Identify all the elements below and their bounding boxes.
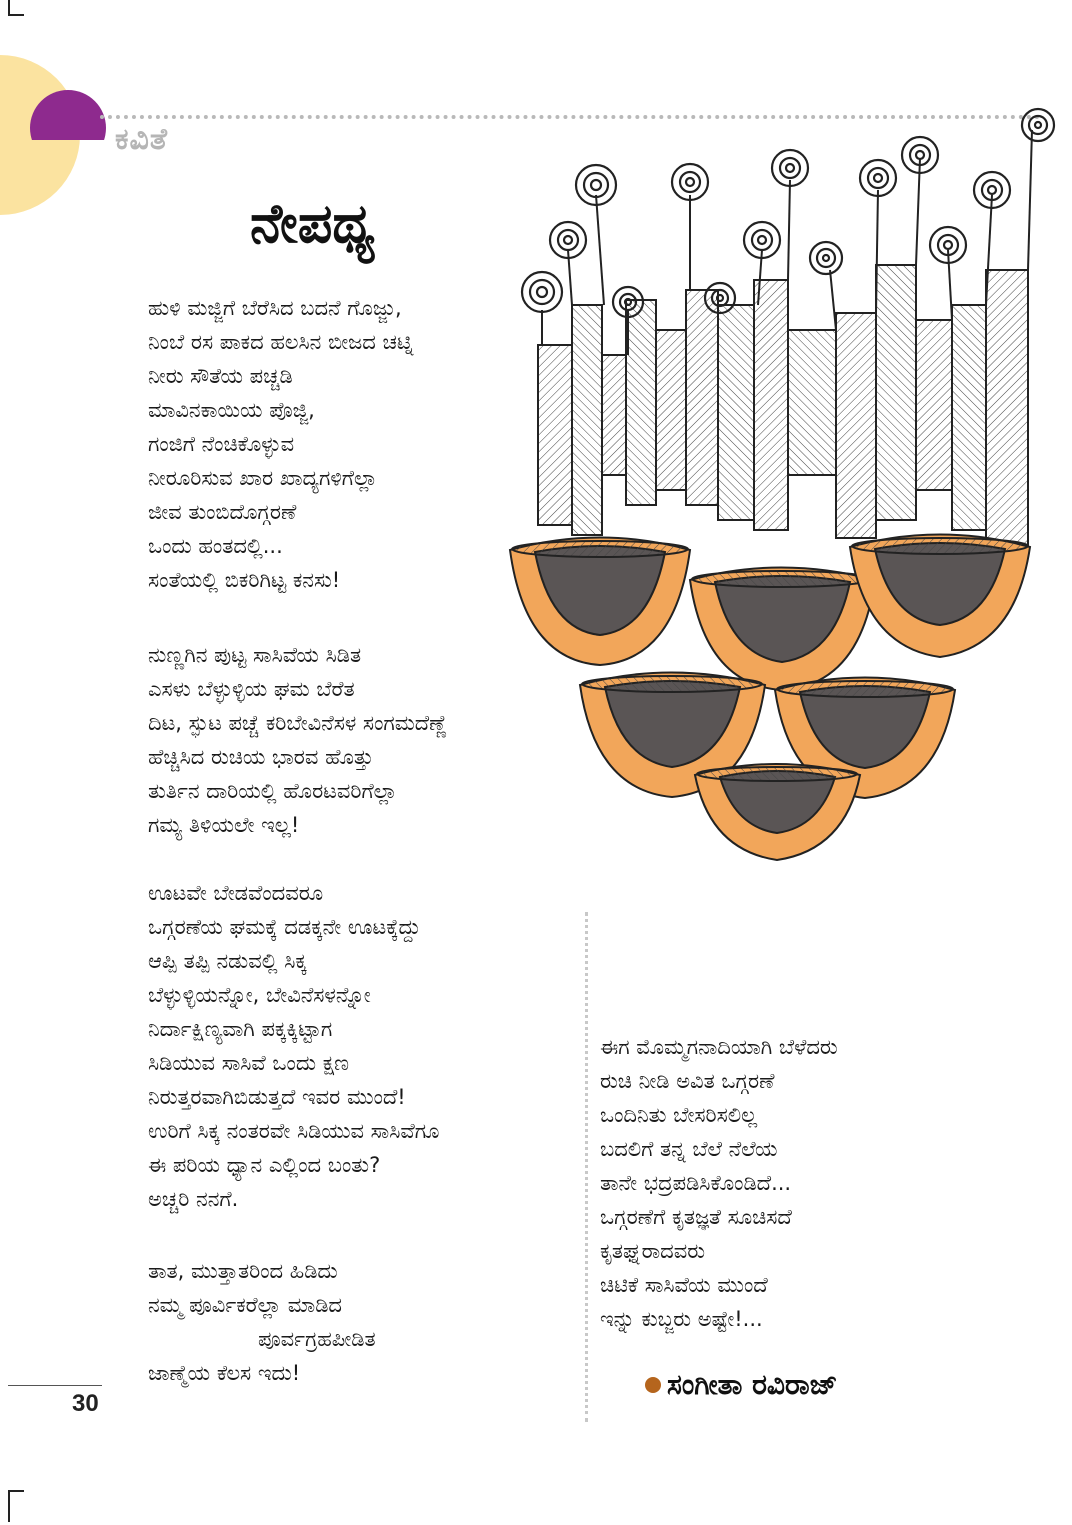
page-number: 30	[72, 1390, 99, 1417]
column-divider	[585, 912, 588, 1422]
poem-line: ತುರ್ತಿನ ದಾರಿಯಲ್ಲಿ ಹೊರಟವರಿಗೆಲ್ಲಾ	[148, 779, 398, 803]
page-number-rule	[8, 1385, 102, 1386]
poem-line: ಇನ್ನು ಕುಬ್ಜರು ಅಷ್ಟೇ!...	[600, 1307, 763, 1331]
poem-line: ನಿರುತ್ತರವಾಗಿಬಿಡುತ್ತದೆ ಇವರ ಮುಂದೆ!	[148, 1085, 406, 1109]
poem-line: ಗಂಜಿಗೆ ನೆಂಚಿಕೊಳ್ಳುವ	[148, 432, 295, 456]
poem-line: ನಮ್ಮ ಪೂರ್ವಿಕರೆಲ್ಲಾ ಮಾಡಿದ	[148, 1293, 342, 1317]
poem-line: ಉರಿಗೆ ಸಿಕ್ಕ ನಂತರವೇ ಸಿಡಿಯುವ ಸಾಸಿವೆಗೂ	[148, 1119, 440, 1143]
poem-line: ಬೆಳ್ಳುಳ್ಳಿಯನ್ನೋ, ಬೇವಿನೆಸಳನ್ನೋ	[148, 983, 371, 1007]
poem-line: ಊಟವೇ ಬೇಡವೆಂದವರೂ	[148, 881, 324, 905]
poem-line: ಗಮ್ಯ ತಿಳಿಯಲೇ ಇಲ್ಲ!	[148, 813, 300, 837]
poem-line: ರುಚಿ ನೀಡಿ ಅವಿತ ಒಗ್ಗರಣೆ	[600, 1069, 775, 1093]
poem-line: ನುಣ್ಣಗಿನ ಪುಟ್ಟ ಸಾಸಿವೆಯ ಸಿಡಿತ	[148, 643, 362, 667]
poem-line: ನಿರ್ದಾಕ್ಷಿಣ್ಯವಾಗಿ ಪಕ್ಕಕ್ಕಿಟ್ಟಾಗ	[148, 1017, 333, 1041]
poem-line: ಚಿಟಿಕೆ ಸಾಸಿವೆಯ ಮುಂದೆ	[600, 1273, 768, 1297]
poem-line: ಸಂತೆಯಲ್ಲಿ ಬಿಕರಿಗಿಟ್ಟ ಕನಸು!	[148, 568, 341, 592]
crop-mark-top	[8, 0, 24, 16]
poem-line: ತಾನೇ ಭದ್ರಪಡಿಸಿಕೊಂಡಿದೆ...	[600, 1171, 792, 1195]
poem-line: ಜೀವ ತುಂಬಿದೊಗ್ಗರಣೆ	[148, 500, 297, 524]
poem-line: ಅಚ್ಚರಿ ನನಗೆ.	[148, 1187, 239, 1211]
poem-line: ನೀರೂರಿಸುವ ಖಾರ ಖಾದ್ಯಗಳಿಗೆಲ್ಲಾ	[148, 466, 378, 490]
poem-line: ತಾತ, ಮುತ್ತಾತರಿಂದ ಹಿಡಿದು	[148, 1259, 338, 1283]
section-label: ಕವಿತೆ	[115, 122, 168, 157]
poem-line: ಒಗ್ಗರಣೆಗೆ ಕೃತಜ್ಞತೆ ಸೂಚಿಸದೆ	[600, 1205, 792, 1229]
poem-line: ನೀರು ಸೌತೆಯ ಪಚ್ಚಡಿ	[148, 364, 293, 388]
poem-line: ಈ ಪರಿಯ ಧ್ಯಾನ ಎಲ್ಲಿಂದ ಬಂತು?	[148, 1153, 381, 1177]
stanza-2	[148, 638, 447, 842]
poem-line: ಸಿಡಿಯುವ ಸಾಸಿವೆ ಒಂದು ಕ್ಷಣ	[148, 1051, 350, 1075]
poem-line: ಒಂದು ಹಂತದಲ್ಲಿ...	[148, 534, 283, 558]
poem-line: ದಿಟ, ಸ್ಫುಟ ಪಚ್ಚೆ ಕರಿಬೇವಿನೆಸಳ ಸಂಗಮದೆಣ್ಣೆ	[148, 711, 448, 735]
stanza-5	[600, 1030, 838, 1336]
poem-line: ಹುಳಿ ಮಜ್ಜಿಗೆ ಬೆರೆಸಿದ ಬದನೆ ಗೊಜ್ಜು,	[148, 296, 402, 320]
author-name: ಸಂಗೀತಾ ರವಿರಾಜ್	[667, 1368, 838, 1401]
poem-line: ಮಾವಿನಕಾಯಿಯ ಪೊಜ್ಜಿ,	[148, 398, 315, 422]
poem-line: ಪೂರ್ವಗ್ರಹಪೀಡಿತ	[258, 1327, 376, 1351]
poem-line: ಆಪ್ಪಿ ತಪ್ಪಿ ನಡುವಲ್ಲಿ ಸಿಕ್ಕ	[148, 949, 307, 973]
crop-mark-bottom	[8, 1490, 24, 1522]
stanza-3	[148, 876, 439, 1216]
poem-line: ಒಂದಿನಿತು ಬೇಸರಿಸಲಿಲ್ಲ	[600, 1103, 758, 1127]
poem-title: ನೇಪಥ್ಯ	[250, 192, 375, 255]
hatched-bars	[538, 265, 1028, 545]
poem-line: ಈಗ ಮೊಮ್ಮಗನಾದಿಯಾಗಿ ಬೆಳೆದರು	[600, 1035, 838, 1059]
poem-line: ಕೃತಘ್ನರಾದವರು	[600, 1239, 705, 1263]
bowl-icons	[510, 535, 1030, 861]
illustration	[500, 100, 1072, 880]
decor-purple-circle	[30, 90, 106, 140]
poem-line: ನಿಂಬೆ ರಸ ಪಾಕದ ಹಲಸಿನ ಬೀಜದ ಚಟ್ನಿ	[148, 330, 414, 354]
poem-line: ಜಾಣ್ಮೆಯ ಕೆಲಸ ಇದು!	[148, 1361, 301, 1385]
stanza-1	[148, 291, 413, 597]
poem-line: ಎಸಳು ಬೆಳ್ಳುಳ್ಳಿಯ ಘಮ ಬೆರೆತ	[148, 677, 355, 701]
poem-line: ಹೆಚ್ಚಿಸಿದ ರುಚಿಯ ಭಾರವ ಹೊತ್ತು	[148, 745, 374, 769]
poem-line: ಬದಲಿಗೆ ತನ್ನ ಬೆಲೆ ನೆಲೆಯ	[600, 1137, 778, 1161]
poem-line: ಒಗ್ಗರಣೆಯ ಘಮಕ್ಕೆ ದಡಕ್ಕನೇ ಊಟಕ್ಕೆದ್ದು	[148, 915, 421, 939]
bullet-icon	[645, 1377, 661, 1393]
decor-purple-clip	[0, 40, 110, 140]
author-byline	[645, 1368, 838, 1402]
stanza-4	[148, 1254, 376, 1390]
